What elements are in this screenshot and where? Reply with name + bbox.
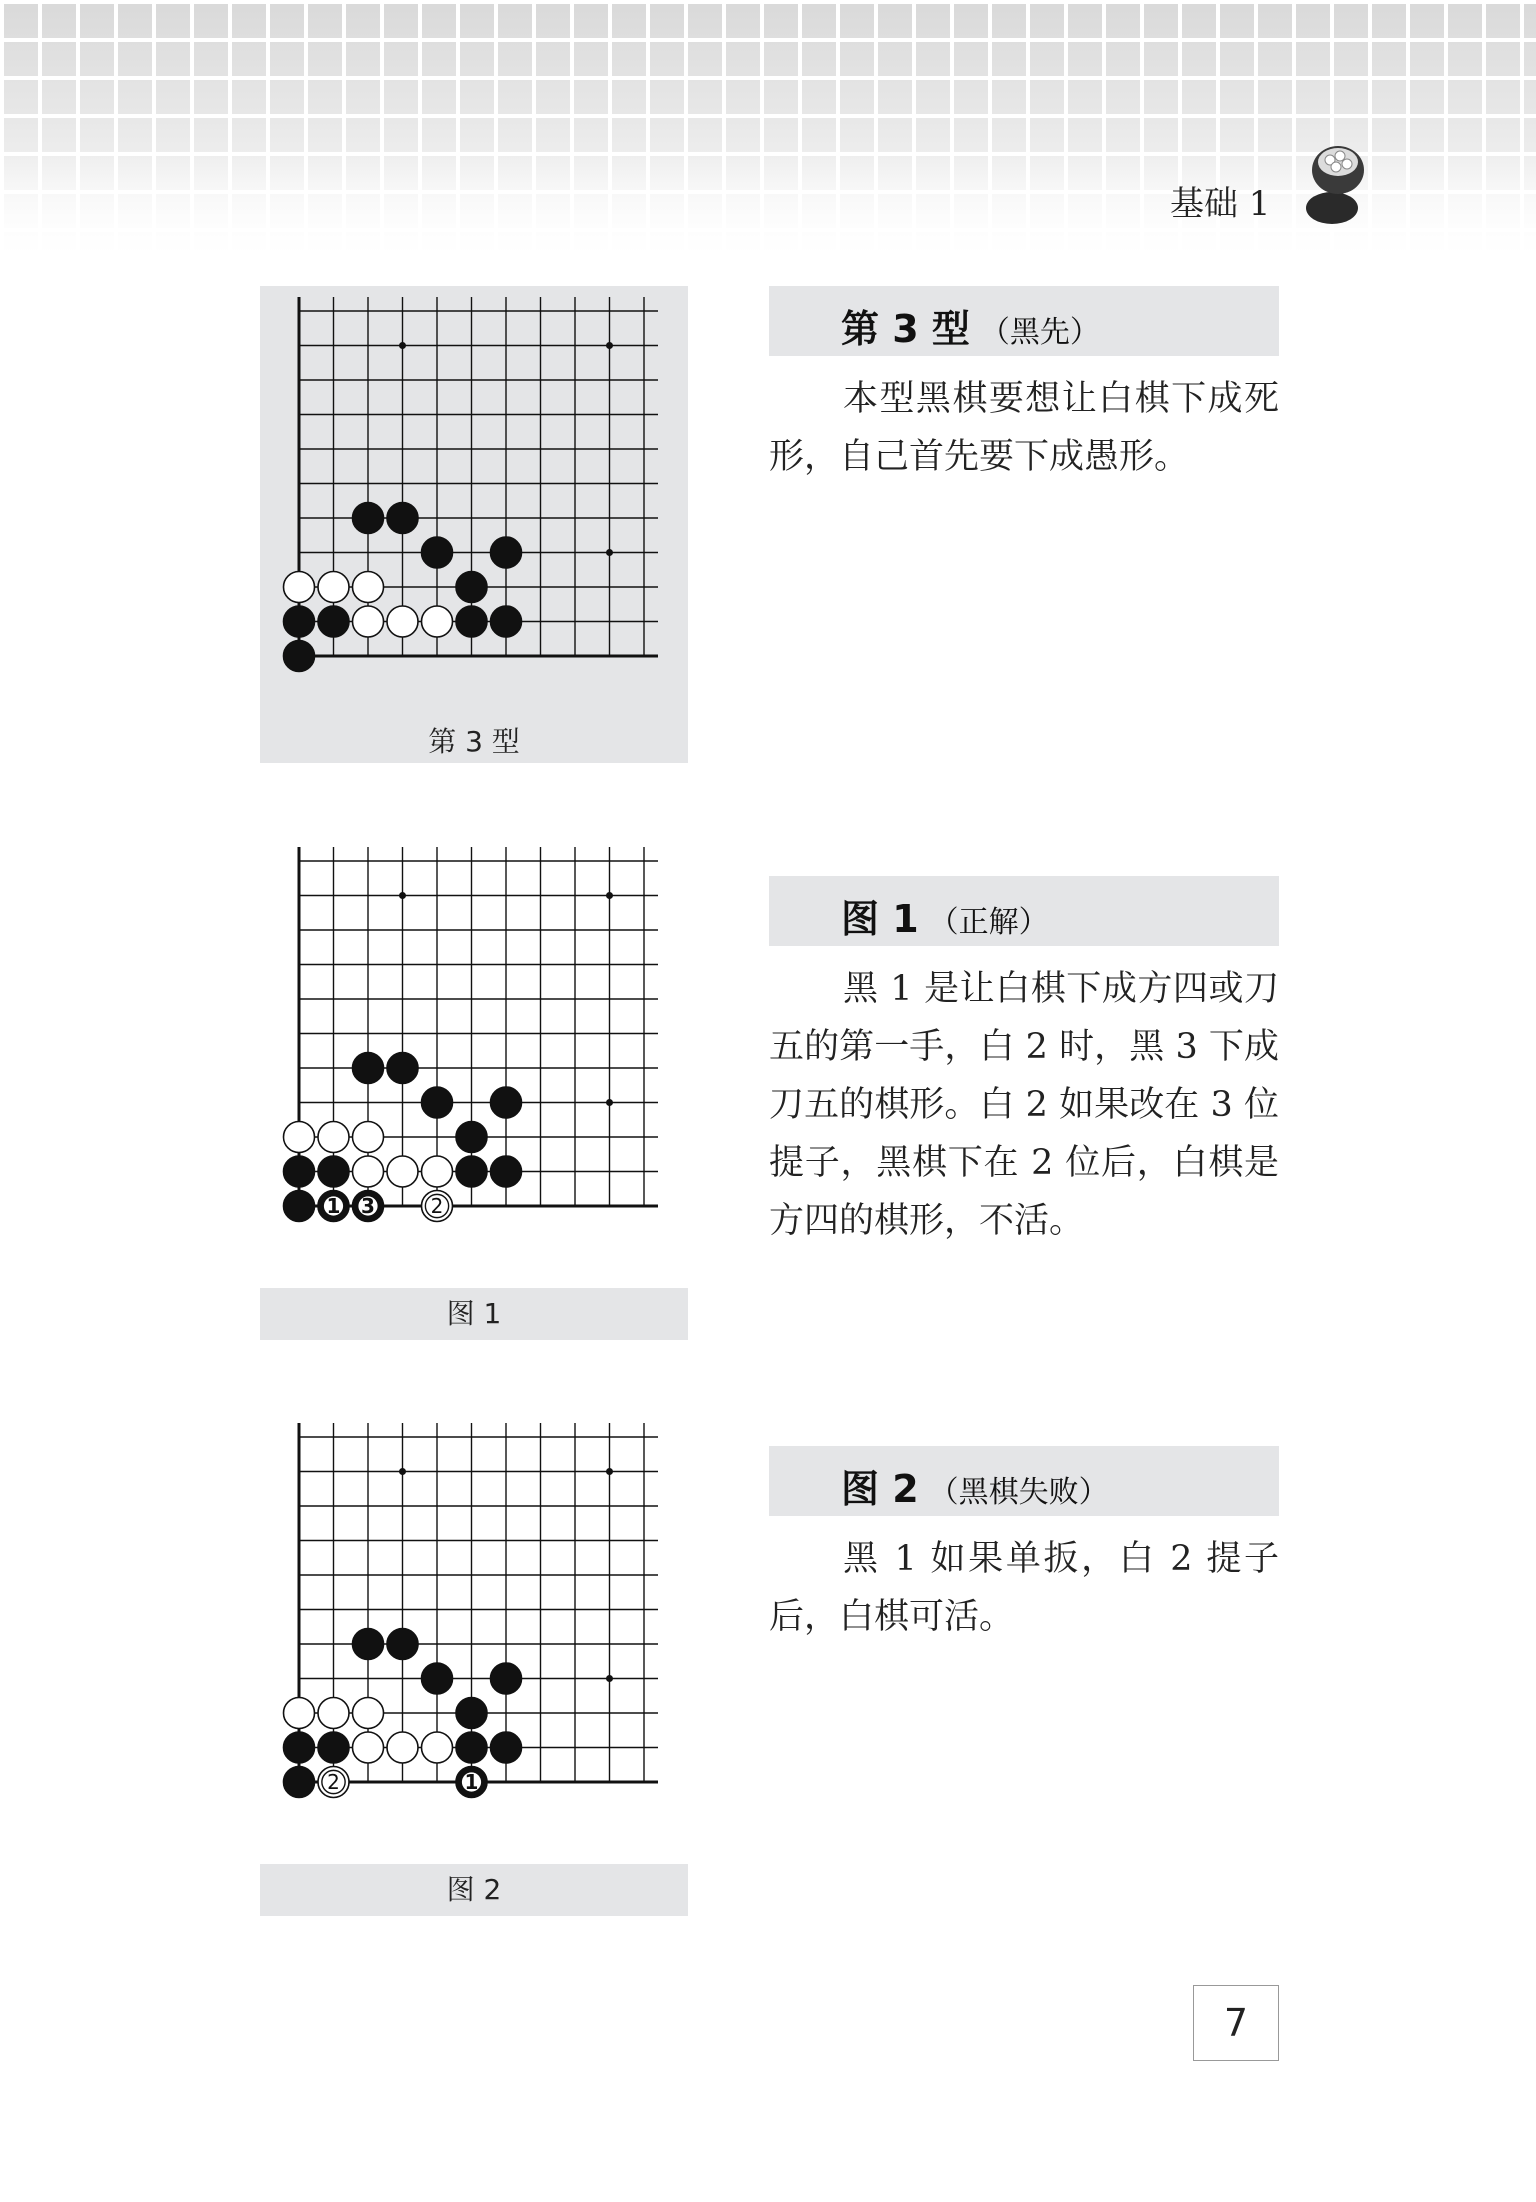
section-header-fig2	[769, 1446, 1279, 1516]
black-stone	[284, 606, 315, 637]
numbered-move-2	[422, 1191, 453, 1222]
black-stone	[284, 1767, 315, 1798]
white-stone	[318, 1122, 349, 1153]
black-stone	[456, 1122, 487, 1153]
black-stone	[284, 1191, 315, 1222]
white-stone	[284, 1698, 315, 1729]
white-stone	[387, 1732, 418, 1763]
black-stone	[284, 1732, 315, 1763]
move-label: 3	[361, 1194, 375, 1218]
black-stone	[284, 1156, 315, 1187]
diagram-caption-fig1: 图 1	[260, 1288, 688, 1340]
hoshi-point	[399, 1468, 406, 1475]
numbered-move-2	[318, 1767, 349, 1798]
section-title-fig2: 图 2 （黑棋失败）	[841, 1467, 1109, 1511]
go-board-fig1	[260, 836, 688, 1256]
white-stone	[353, 1698, 384, 1729]
chapter-label: 基础 1	[1170, 184, 1271, 224]
black-stone	[422, 1663, 453, 1694]
diagram-panel-fig2	[260, 1412, 688, 1832]
move-label: 2	[327, 1770, 340, 1794]
white-stone	[353, 606, 384, 637]
black-stone	[491, 537, 522, 568]
white-stone	[422, 1732, 453, 1763]
hoshi-point	[606, 892, 613, 899]
black-stone	[353, 1053, 384, 1084]
white-stone	[318, 1698, 349, 1729]
section-body-fig2: 黑 1 如果单扳，白 2 提子后，白棋可活。	[769, 1539, 1279, 1637]
black-stone	[318, 1156, 349, 1187]
black-stone	[491, 1732, 522, 1763]
white-stone	[353, 1732, 384, 1763]
black-stone	[491, 606, 522, 637]
hoshi-point	[399, 342, 406, 349]
black-stone	[353, 503, 384, 534]
go-stone-bowl-icon	[1292, 138, 1372, 228]
black-stone	[491, 1156, 522, 1187]
section-header-fig1	[769, 876, 1279, 946]
white-stone	[422, 606, 453, 637]
black-stone	[491, 1087, 522, 1118]
hoshi-point	[606, 1675, 613, 1682]
hoshi-point	[399, 892, 406, 899]
black-stone	[456, 1156, 487, 1187]
hoshi-point	[606, 1099, 613, 1106]
black-stone	[422, 1087, 453, 1118]
diagram-panel-fig1	[260, 836, 688, 1256]
black-stone	[456, 1732, 487, 1763]
white-stone	[387, 1156, 418, 1187]
black-stone	[456, 1698, 487, 1729]
hoshi-point	[606, 342, 613, 349]
diagram-caption-type3: 第 3 型	[428, 725, 520, 758]
hoshi-point	[606, 549, 613, 556]
white-stone	[353, 1122, 384, 1153]
white-stone	[422, 1156, 453, 1187]
numbered-move-1	[318, 1191, 349, 1222]
section-body-fig1: 黑 1 是让白棋下成方四或刀五的第一手，白 2 时，黑 3 下成刀五的棋形。白 2 如果改在 3 位提子，黑棋下在 2 位后，白棋是方四的棋形，不活。	[769, 969, 1279, 1241]
black-stone	[387, 1053, 418, 1084]
black-stone	[387, 1629, 418, 1660]
white-stone	[284, 1122, 315, 1153]
diagram-panel-type3	[260, 286, 688, 763]
black-stone	[284, 641, 315, 672]
page-number: 7	[1193, 1985, 1279, 2061]
hoshi-point	[606, 1468, 613, 1475]
section-title-type3: 第 3 型 （黑先）	[841, 307, 1100, 351]
go-board-fig2	[260, 1412, 688, 1832]
move-label: 1	[464, 1770, 479, 1794]
black-stone	[353, 1629, 384, 1660]
move-label: 2	[430, 1194, 444, 1218]
black-stone	[456, 606, 487, 637]
go-board-type3	[260, 286, 688, 706]
white-stone	[353, 1156, 384, 1187]
white-stone	[318, 572, 349, 603]
section-title-fig1: 图 1 （正解）	[841, 897, 1049, 941]
black-stone	[456, 572, 487, 603]
move-label: 1	[326, 1194, 341, 1218]
black-stone	[422, 537, 453, 568]
black-stone	[387, 503, 418, 534]
numbered-move-1	[456, 1767, 487, 1798]
white-stone	[353, 572, 384, 603]
black-stone	[491, 1663, 522, 1694]
white-stone	[284, 572, 315, 603]
numbered-move-3	[353, 1191, 384, 1222]
section-header-type3	[769, 286, 1279, 356]
white-stone	[387, 606, 418, 637]
section-body-type3: 本型黑棋要想让白棋下成死形，自己首先要下成愚形。	[769, 379, 1279, 477]
black-stone	[318, 606, 349, 637]
black-stone	[318, 1732, 349, 1763]
diagram-caption-fig2: 图 2	[260, 1864, 688, 1916]
